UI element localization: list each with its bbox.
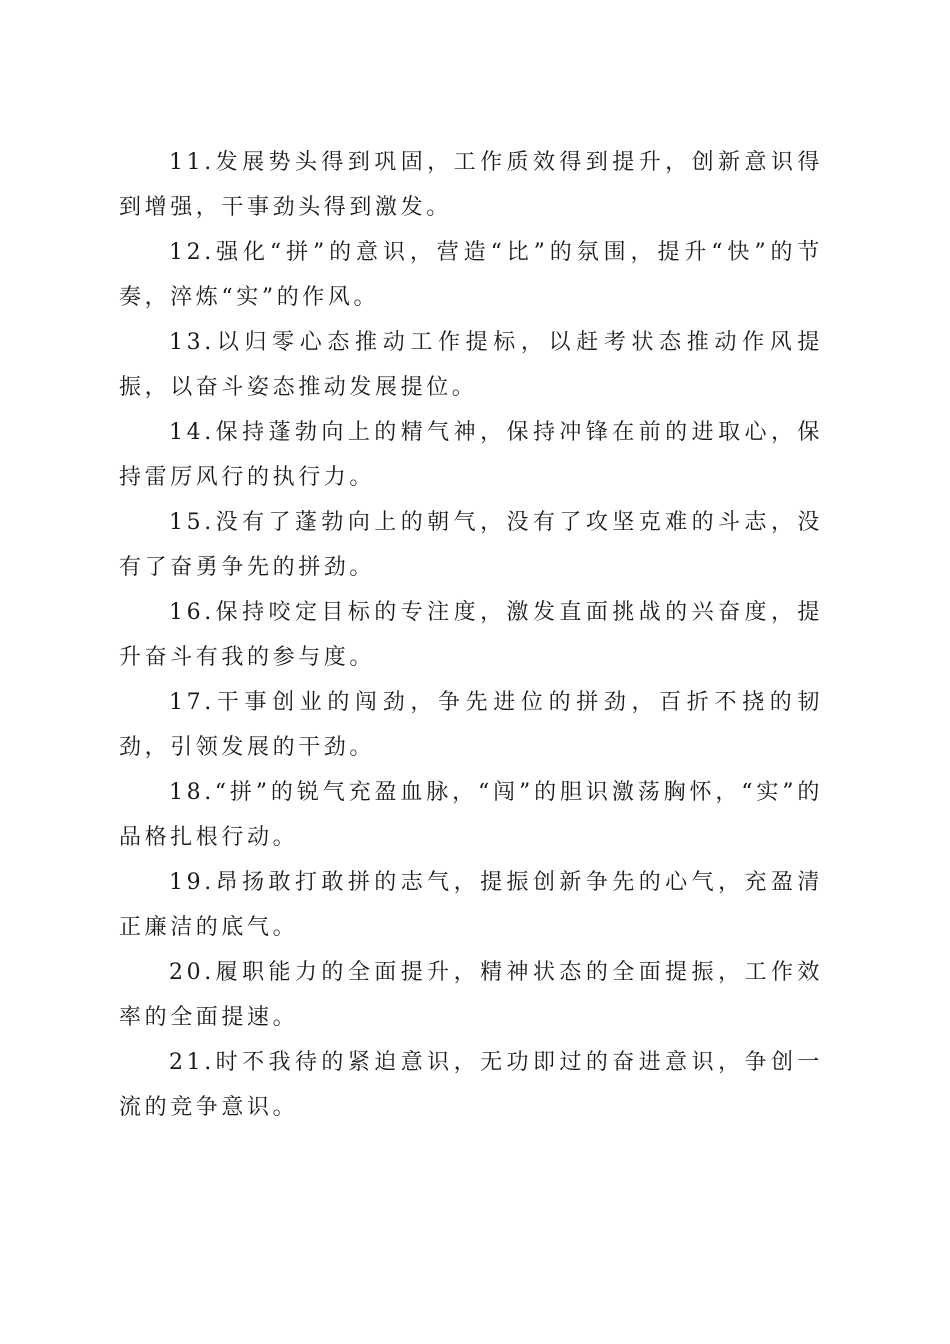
paragraph-20: 20.履职能力的全面提升，精神状态的全面提振，工作效率的全面提速。 [119, 960, 823, 1030]
paragraph-16: 16.保持咬定目标的专注度，激发直面挑战的兴奋度，提升奋斗有我的参与度。 [119, 600, 823, 670]
document-body [119, 140, 823, 1130]
paragraph-15: 15.没有了蓬勃向上的朝气，没有了攻坚克难的斗志，没有了奋勇争先的拼劲。 [119, 510, 823, 580]
paragraph-11: 11.发展势头得到巩固，工作质效得到提升，创新意识得到增强，干事劲头得到激发。 [119, 150, 823, 220]
paragraph-18: 18.“拼”的锐气充盈血脉，“闯”的胆识激荡胸怀，“实”的品格扎根行动。 [119, 780, 823, 850]
paragraph-21: 21.时不我待的紧迫意识，无功即过的奋进意识，争创一流的竞争意识。 [119, 1050, 823, 1120]
paragraph-19: 19.昂扬敢打敢拼的志气，提振创新争先的心气，充盈清正廉洁的底气。 [119, 870, 823, 940]
paragraph-12: 12.强化“拼”的意识，营造“比”的氛围，提升“快”的节奏，淬炼“实”的作风。 [119, 240, 823, 310]
paragraph-17: 17.干事创业的闯劲，争先进位的拼劲，百折不挠的韧劲，引领发展的干劲。 [119, 690, 823, 760]
paragraph-14: 14.保持蓬勃向上的精气神，保持冲锋在前的进取心，保持雷厉风行的执行力。 [119, 420, 823, 490]
paragraph-13: 13.以归零心态推动工作提标，以赶考状态推动作风提振，以奋斗姿态推动发展提位。 [119, 330, 823, 400]
